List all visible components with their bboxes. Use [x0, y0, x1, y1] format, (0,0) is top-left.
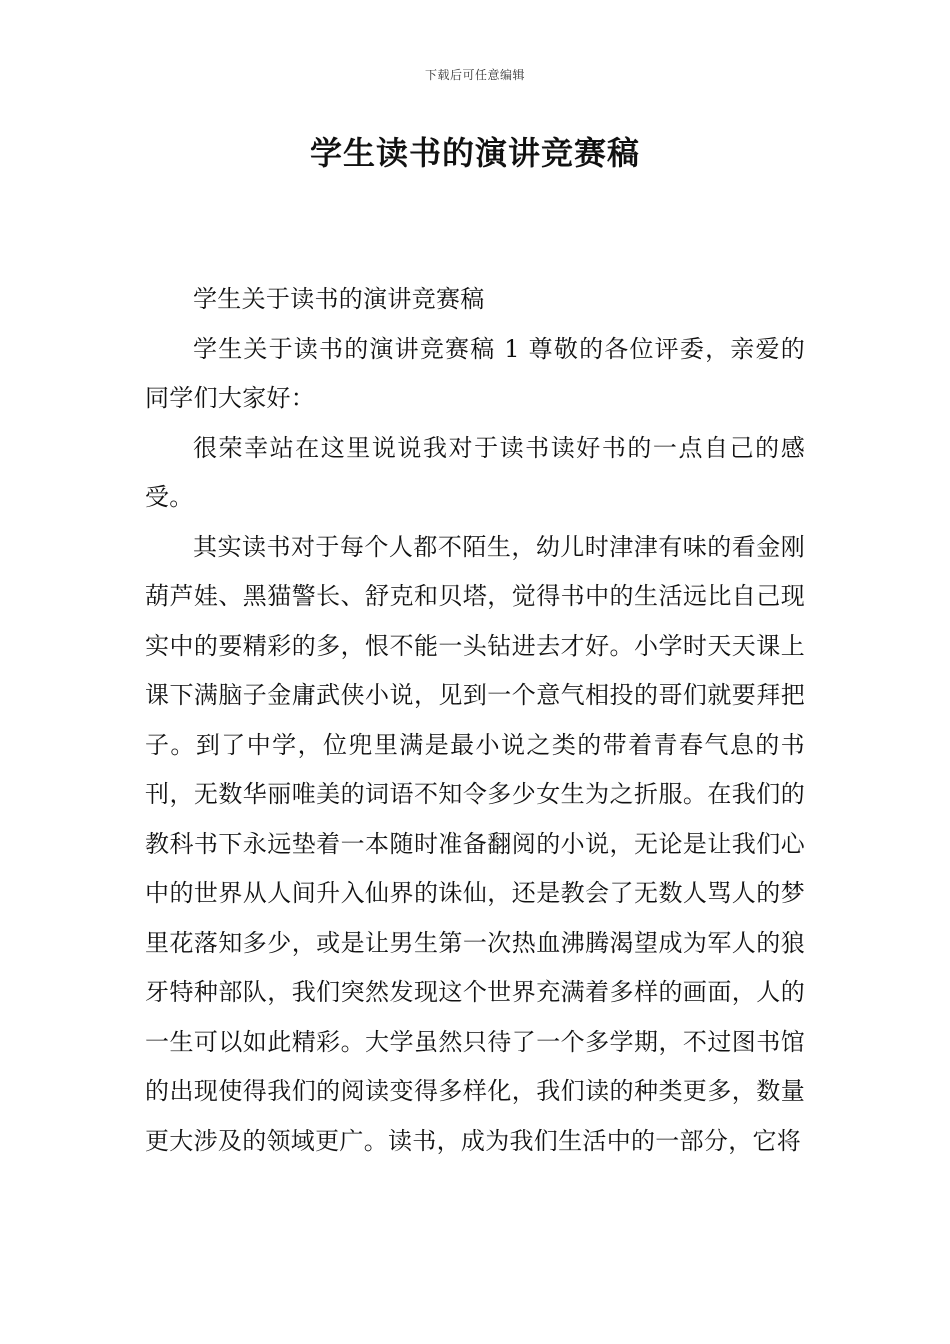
- paragraph-main: 其实读书对于每个人都不陌生，幼儿时津津有味的看金刚葫芦娃、黑猫警长、舒克和贝塔，觉得书中的生活远比自己现实中的要精彩的多，恨不能一头钻进去才好。小学时天天课上课下满脑子金庸武侠小说，见到一个意气相投的哥们就要拜把子。到了中学，位兜里满是最小说之类的带着青春气息的书刊，无数华丽唯美的词语不知令多少女生为之折服。在我们的教科书下永远垫着一本随时准备翻阅的小说，无论是让我们心中的世界从人间升入仙界的诛仙，还是教会了无数人骂人的梦里花落知多少，或是让男生第一次热血沸腾渴望成为军人的狼牙特种部队，我们突然发现这个世界充满着多样的画面，人的一生可以如此精彩。大学虽然只待了一个多学期，不过图书馆的出现使得我们的阅读变得多样化，我们读的种类更多，数量更大涉及的领域更广。读书，成为我们生活中的一部分，它将: [145, 532, 805, 1155]
- paragraph-subtitle: 学生关于读书的演讲竞赛稿: [193, 285, 485, 313]
- header-note: 下载后可任意编辑: [424, 68, 525, 82]
- document-title: 学生读书的演讲竞赛稿: [309, 134, 640, 172]
- document-body: [145, 275, 805, 1166]
- paragraph-greeting: 学生关于读书的演讲竞赛稿 1 尊敬的各位评委，亲爱的同学们大家好：: [145, 334, 805, 412]
- paragraph-intro: 很荣幸站在这里说说我对于读书读好书的一点自己的感受。: [145, 433, 805, 511]
